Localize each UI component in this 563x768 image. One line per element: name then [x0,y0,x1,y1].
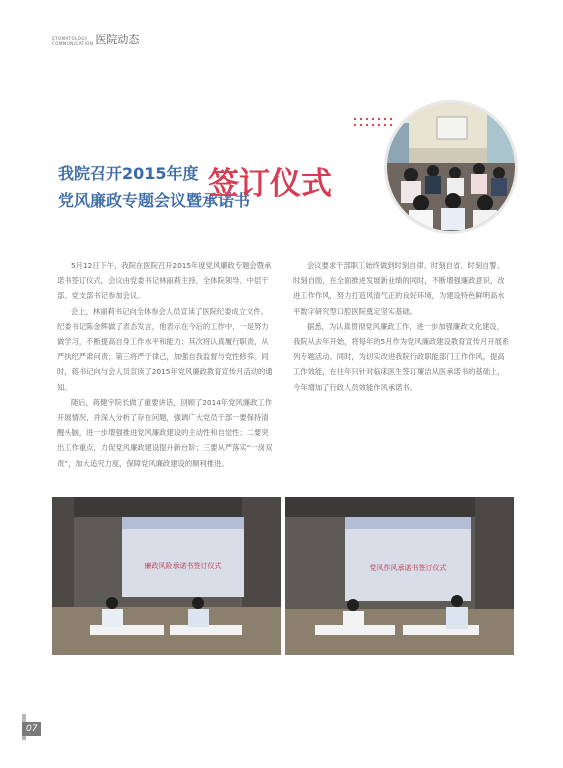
title-line-1: 我院召开2015年度 [58,164,199,183]
screen-banner-text: 党风作风承诺书签订仪式 [369,564,447,572]
paragraph: 5月12日下午，我院在医院召开2015年度党风廉政专题会暨承诺书签订仪式，会议由党委书记林丽莉主持，全体院领导、中层干部、党支部书记参加会议。 [57,261,272,301]
header-section-title: 医院动态 [95,33,140,46]
screen-banner-text: 廉政风险承诺书签订仪式 [144,562,222,570]
signing-ceremony-photo-left [52,497,281,655]
article-column-left [57,258,275,471]
decorative-dots [352,116,392,128]
article-column-right [293,258,511,395]
header-english [52,36,93,46]
signing-ceremony-photo-right [285,497,514,655]
header-en-line2: COMMUNICATION [52,41,94,46]
title-emphasis: 签订仪式 [208,166,332,202]
paragraph: 随后，蒋健宇院长做了重要讲话，回顾了2014年党风廉政工作开展情况，并深入分析了存在问题，强调广大党员干部一要保持清醒头脑，进一步增强推进党风廉政建设的主动性和自觉性；二要突出工作重点，力促党风廉政建设提升新台阶；三要从严落实“一岗双责”，加大追究力度，保障党风廉政建设的顺利推进。 [57,397,273,468]
page-number: 07 [22,722,41,736]
paragraph: 据悉，为认真贯彻党风廉政工作，进一步加强廉政文化建设，我院从去年开始，将每年的5月作为党风廉政建设教育宣传月开展系列专题活动。同时，为切实改进我院行政职能部门工作作风，提高工作效能，在往年只针对临床医生签订廉洁从医承诺书的基础上，今年增加了行政人员效能作风承诺书。 [293,321,510,392]
section-header [52,34,139,46]
paragraph: 会议要求干部职工始终做到时刻自律、时刻自省、时刻自警、时刻自励，在全面推进发展新业绩的同时，不断增强廉政意识，改进工作作风，努力打造风清气正的良好环境，为建设特色鲜明高水平数字研究型口腔医院奠定坚实基础。 [293,261,505,316]
meeting-room-photo [384,100,518,234]
title-line-2: 党风廉政专题会议暨承诺书 [58,191,251,210]
header-en-line1: STOMATOLOGY [52,36,88,41]
paragraph: 会上，林丽莉书记向全体参会人员宣读了医院纪委成立文件。纪委书记陈金辉做了表态发言，他表示在今后的工作中，一是努力做学习，不断提高自身工作水平和能力；其次将认真履行职责，从严执纪严肃问责；第三将严于律己，加强自我监督与党性修养。同时，蒋书记向与会人员宣读了2015年党风廉政教育宣传月活动的通知。 [57,306,273,392]
